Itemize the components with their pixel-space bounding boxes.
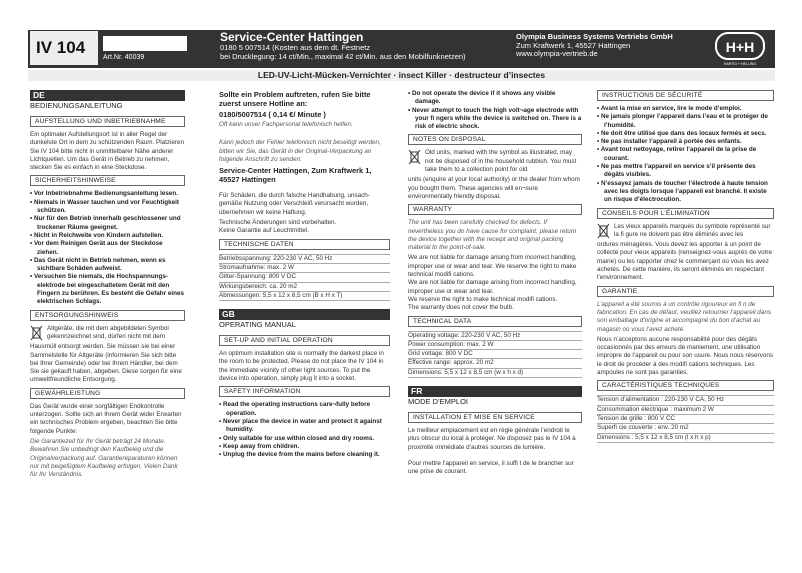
tech-row: Effective range: approx. 20 m2 [408,359,582,368]
service-address: Service-Center Hattingen, Zum Kraftwerk 1, 45527 Hattingen [219,166,372,185]
list-item: • Never attempt to touch the high volt¬age electrode with your fi ngers while the device is switched on. There is a risk of electric shock. [408,106,582,131]
paragraph-italic: Kann jedoch der Fehler telefonisch nicht beseitigt werden, bitten wir Sie, das Gerät in der Original-Verpackung an folgende Anschrift zu senden: [219,139,381,163]
article-number: Art.Nr. 40039 [103,54,145,61]
safety-list-gb [219,401,390,459]
paragraph: Altgeräte, die mit dem abgebildeten Symbol gekennzeichnet sind, dürfen nicht mit dem [47,324,169,340]
paragraph: ordures ménagères. Vous devez les apporter à un point de collecte pour vieux appareils (renseignez-vous auprès de votre mairie) ou les rapporter chez le commerçant où vous les avez achetés. De cette manière, ils seront éliminés en respectant l’environnement. [597,241,773,282]
list-item: • Vor Inbetriebnahme Bedienungsanleitung lesen. [30,190,178,198]
safety-list-fr [597,105,774,205]
hotline-note: Oft kann unser Fachpersonal telefonisch helfen. [219,121,353,128]
paragraph: Les vieux appareils marqués du symbole représenté sur la fi gure ne doivent pas être éliminés avec les [614,222,771,238]
paragraph-italic: The unit has been carefully checked for defects. If nevertheless you do have cause for complaint, please return the device together with the receipt and original packing material to the point-of-sale. [408,219,577,252]
tech-row: Grid voltage: 800 V DC [408,350,582,359]
service-title: Service-Center Hattingen [220,30,364,44]
tech-row: Operating voltage: 220-230 V AC, 50 Hz [408,332,582,341]
list-item: • Read the operating instructions care¬fully before operation. [219,401,371,417]
crossed-bin-icon [30,325,43,341]
paragraph: We reserve the right to make technical modifi cations. [408,295,558,303]
section-heading: GEWÄHRLEISTUNG [30,388,185,399]
section-heading: TECHNISCHE DATEN [219,239,390,250]
paragraph: An optimum installation site is normally the darkest place in the room to be protected. Please do not place the IV 104 in the immediate vicinity of other light sources. To put the device into operation, simply plug it into a socket. [219,350,384,383]
section-heading: SET-UP AND INITIAL OPERATION [219,335,390,346]
hotline-number: 0180/5007514 ( 0,14 €/ Minute ) [219,110,326,119]
model-number: IV 104 [30,31,98,65]
svg-text:H+H: H+H [725,39,755,55]
tech-row: Abmessungen: 5,5 x 12 x 8,5 cm (B x H x T) [219,292,390,301]
service-center-info [220,31,466,61]
tech-data-fr [597,395,774,442]
paragraph: Ein optimaler Aufstellungsort ist in aller Regel der dunkelste Ort in dem zu schützenden Raum. Platzieren Sie IV 104 bitte nicht in unmittelbarer Nähe anderer Lichtquellen. Um das Gerät in Betrieb zu nehmen, stecken Sie es einfach in eine Steckdose. [30,131,185,172]
tech-row: Betriebsspannung: 220-230 V AC, 50 Hz [219,255,390,264]
list-item: • N’essayez jamais de toucher l’électrode à haute tension avec les doigts lorsque l’appareil est branché. Il existe un risque d’électrocution. [597,179,768,204]
paragraph-italic: L’appareil a été soumis à un contrôle rigoureux en fi n de fabrication. En cas de défaut, veuillez retourner l’appareil dans son emballage d’origine et accompagné du bon d’achat au magasin où vous l’avez acheté. [597,300,771,333]
list-item: • Nur für den Betrieb innerhalb geschlossener und trockener Räume geeignet. [30,215,181,231]
language-header-gb: GB [219,309,390,320]
list-item: • Avant la mise en service, lire le mode d’emploi. [597,105,742,112]
tech-row: Superfi cie couverte : env. 20 m2 [597,424,774,433]
paragraph: The warranty does not cover the bulb. [408,304,514,312]
blank-label-box [103,36,187,51]
tech-row: Power consumption: max. 2 W [408,341,582,350]
tech-row: Consommation électrique : maximum 2 W [597,406,774,415]
crossed-bin-icon [408,149,421,165]
section-heading: WARRANTY [408,204,582,215]
list-item: • Unplug the device from the mains before cleaning it. [219,451,380,459]
tech-row: Dimensions: 5,5 x 12 x 8,5 cm (w x h x d) [408,369,582,378]
service-line: bei Drucklegung: 14 ct/Min., maximal 42 ct/Min. aus den Mobilfunknetzen) [220,52,466,61]
safety-list-gb-cont [408,90,582,131]
tech-data-gb [408,331,582,378]
tech-row: Gitter-Spannung: 800 V DC [219,273,390,282]
list-item: • Ne pas installer l’appareil à portée des enfants. [597,138,742,146]
section-heading: SICHERHEITSHINWEISE [30,175,185,186]
section-heading: TECHNICAL DATA [408,316,582,327]
list-item: • Das Gerät nicht in Betrieb nehmen, wenn es sichtbare Schäden aufweist. [30,256,166,273]
language-header-fr: FR [408,386,582,397]
paragraph: Keine Garantie auf Leuchtmittel. [219,227,309,235]
paragraph: We are not liable for damage arising from incorrect handling, improper use or wear and tear. We reserve the right to make technical modifi cations. [408,254,577,279]
manual-title-de: BEDIENUNGSANLEITUNG [30,101,123,110]
section-heading: NOTES ON DISPOSAL [408,134,582,145]
paragraph: Nous n’acceptons aucune responsabilité pour des dégâts occasionnés par des erreurs de maniement, une utilisation impropre de l’appareil ou pour son usure. Nous nous réservons le droit de procéder à des modifi cations techniques. Les ampoules ne sont pas garanties. [597,335,774,377]
column-de [30,90,185,481]
hartig-helling-logo [712,31,772,67]
list-item: • Nicht in Reichweite von Kindern aufstellen. [30,231,164,239]
list-item: • Avant tout nettoyage, retirer l’appareil de la prise de courant. [597,146,757,162]
company-info [516,33,673,59]
column-fr [597,90,774,443]
column-gb-fr [408,90,582,479]
paragraph: Le meilleur emplacement est en règle générale l’endroit le plus obscur du local à protéger. Ne disposez pas le IV 104 à proximité immédiate d’autres sources de lumière. [408,427,576,451]
list-item: • Ne doit être utilisé que dans des locaux fermés et secs. [597,129,767,137]
list-item: • Never place the device in water and protect it against humidity. [219,417,382,434]
section-heading: SAFETY INFORMATION [219,386,390,397]
tech-row: Tension de grille : 800 V CC [597,415,774,424]
tech-row: Wirkungsbereich: ca. 20 m2 [219,283,390,292]
company-website: www.olympia-vertrieb.de [516,49,598,58]
list-item: • Vor dem Reinigen Gerät aus der Steckdose ziehen. [30,240,163,256]
list-item: • Ne pas mettre l’appareil en service s’il présente des dégâts visibles. [597,163,756,179]
language-header-de: DE [30,90,185,101]
paragraph: units (enquire at your local authority) or the dealer from whom you bought them. These agencies will en¬sure environmentally friendly disposal. [408,176,580,200]
service-line: 0180 5 007514 (Kosten aus dem dt. Festnetz [220,43,371,52]
list-item: • Only suitable for use within closed and dry rooms. [219,434,375,442]
list-item: • Keep away from children. [219,442,300,450]
manual-title-fr: MODE D’EMPLOI [408,397,469,407]
manual-title-gb: OPERATING MANUAL [219,320,296,330]
section-heading: GARANTIE [597,286,774,297]
tech-row: Dimensions : 5,5 x 12 x 8,5 cm (l x h x p) [597,434,774,443]
paragraph-italic: Die Garantiezeit für Ihr Gerät beträgt 24 Monate. Bewahren Sie unbedingt den Kaufbeleg und die Originalverpackung auf. Garantiereparaturen können nur mit beigefügtem Kaufbeleg erfolgen. Vielen Dank für Ihr Verständnis. [30,437,178,479]
svg-text:HARTIG + HELLING: HARTIG + HELLING [723,62,757,66]
column-de-gb [219,90,390,459]
section-heading: INSTRUCTIONS DE SÉCURITÉ [597,90,774,101]
list-item: • Ne jamais plonger l’appareil dans l’eau et le protéger de l’humidité. [597,113,768,129]
paragraph: Pour mettre l’appareil en service, il suffi t de le brancher sur une prise de courant. [408,459,574,476]
company-name: Olympia Business Systems Vertriebs GmbH [516,32,673,41]
safety-list-de [30,190,185,306]
hotline-intro: Sollte ein Problem auftreten, rufen Sie bitte zuerst unsere Hotline an: [219,90,371,108]
paragraph: Old units, marked with the symbol as illustrated, may not be disposed of in the household rubbish. You must take them to a collection point for old [425,149,577,174]
section-heading: AUFSTELLUNG UND INBETRIEBNAHME [30,116,185,127]
section-heading: CONSEILS POUR L’ÉLIMINATION [597,208,774,219]
paragraph: Das Gerät wurde einer sorgfältigen Endkontrolle unterzogen. Sollte sich an Ihrem Gerät wider Erwarten ein technisches Problem ergeben, beachten Sie bitte folgende Punkte: [30,402,182,435]
product-subtitle: LED-UV-Licht-Mücken-Vernichter · insect Killer · destructeur d’insectes [28,70,775,81]
paragraph: Für Schäden, die durch falsche Handhabung, unsachgemäße Nutzung oder Verschleiß verursacht wurden, übernehmen wir keine Haftung. [219,192,370,216]
list-item: • Do not operate the device if it shows any visible damage. [408,90,556,106]
list-item: • Niemals in Wasser tauchen und vor Feuchtigkeit schützen. [30,198,179,215]
tech-data-de [219,254,390,301]
tech-row: Tension d’alimentation : 220-230 V CA, 50 Hz [597,396,774,405]
crossed-bin-icon [597,223,610,239]
list-item: • Versuchen Sie niemals, die Hochspannungselektrode bei eingeschaltetem Gerät mit den Fingern zu berühren. Es besteht die Gefahr eines elektrischen Schlags. [30,273,184,306]
paragraph: Technische Änderungen sind vorbehalten. [219,219,337,227]
tech-row: Stromaufnahme: max. 2 W [219,264,390,273]
paragraph: Hausmüll entsorgt werden. Sie müssen sie bei einer Sammelstelle für Altgeräte (informieren Sie sich bitte bei Ihrer Gemeinde) oder bei Ihrem Händler, bei dem Sie sie gekauft haben, abgeben. Diese sorgen für eine umweltfreundliche Entsorgung. [30,343,182,384]
section-heading: ENTSORGUNGSHINWEIS [30,310,185,321]
company-address: Zum Kraftwerk 1, 45527 Hattingen [516,40,631,50]
section-heading: CARACTÉRISTIQUES TECHNIQUES [597,380,774,391]
section-heading: INSTALLATION ET MISE EN SERVICE [408,412,582,423]
paragraph: We are not liable for damage arising from incorrect handling, improper use or wear and tear. [408,279,577,295]
